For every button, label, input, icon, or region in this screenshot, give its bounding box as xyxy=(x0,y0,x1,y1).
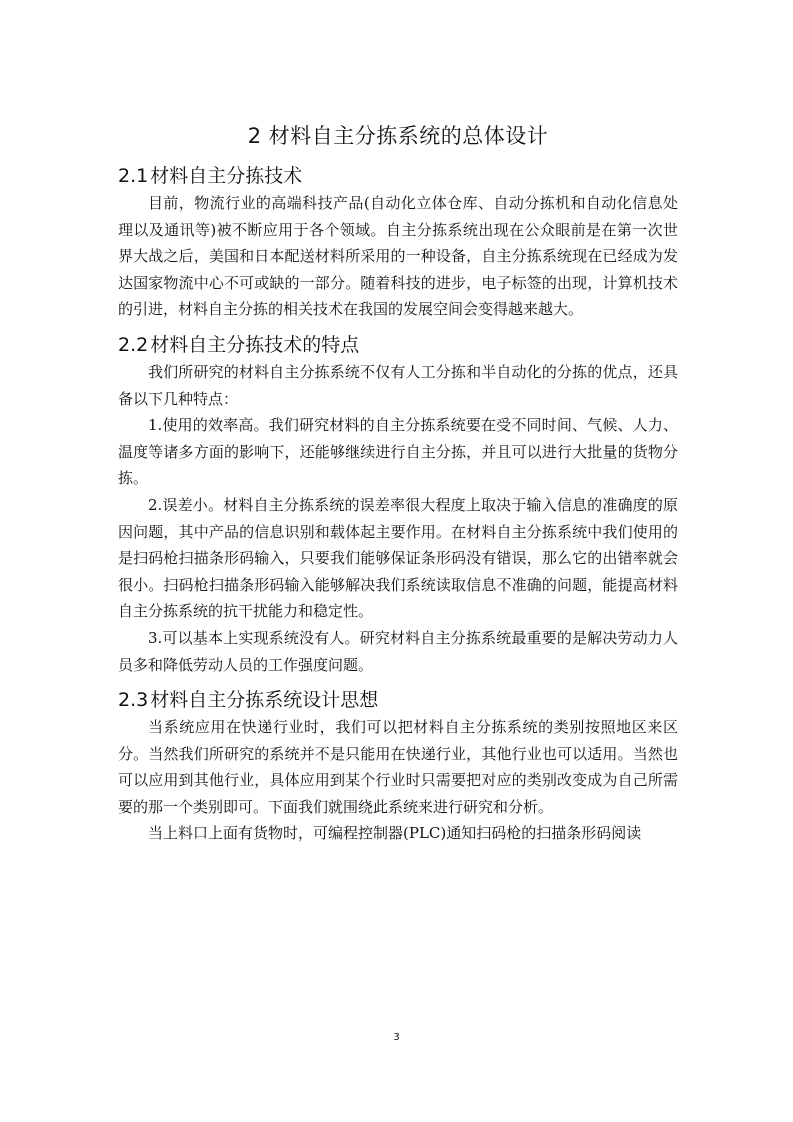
paragraph: 当上料口上面有货物时，可编程控制器(PLC)通知扫码枪的扫描条形码阅读 xyxy=(148,824,642,843)
page-content xyxy=(118,120,678,847)
paragraph: 我们所研究的材料自主分拣系统不仅有人工分拣和半自动化的分拣的优点，还具备以下几种特点： xyxy=(118,362,678,408)
page-number: 3 xyxy=(393,1032,400,1043)
section-number: 2.3 xyxy=(118,689,149,712)
section-number: 2.1 xyxy=(118,165,149,187)
list-item-paragraph: 1.使用的效率高。我们研究材料的自主分拣系统要在受不同时间、气候、人力、温度等诸多方面的影响下，还能够继续进行自主分拣，并且可以进行大批量的货物分拣。 xyxy=(118,416,678,488)
section-2-1 xyxy=(118,154,678,323)
list-item-paragraph: 2.误差小。材料自主分拣系统的误差率很大程度上取决于输入信息的准确度的原因问题，其中产品的信息识别和载体起主要作用。在材料自主分拣系统中我们使用的是扫码枪扫描条形码输入，只要我们能够保证条形码没有错误，那么它的出错率就会很小。扫码枪扫描条形码输入能够解决我们系统读取信息不准确的问题，能提高材料自主分拣系统的抗干扰能力和稳定性。 xyxy=(118,495,678,621)
paragraph: 目前，物流行业的高端科技产品(自动化立体仓库、自动分拣机和自动化信息处理以及通讯等)被不断应用于各个领域。自主分拣系统出现在公众眼前是在第一次世界大战之后，美国和日本配送材料所采用的一种设备，自主分拣系统现在已经成为发达国家物流中心不可或缺的一部分。随着科技的进步，电子标签的出现，计算机技术的引进，材料自主分拣的相关技术在我国的发展空间会变得越来越大。 xyxy=(118,194,678,319)
paragraph: 当系统应用在快递行业时，我们可以把材料自主分拣系统的类别按照地区来区分。当然我们所研究的系统并不是只能用在快递行业，其他行业也可以适用。当然也可以应用到其他行业，具体应用到某个行业时只需要把对应的类别改变成为自己所需要的那一个类别即可。下面我们就围绕此系统来进行研究和分析。 xyxy=(118,718,678,816)
chapter-title: 2 材料自主分拣系统的总体设计 xyxy=(247,124,549,148)
section-heading xyxy=(118,678,678,714)
section-heading xyxy=(118,154,678,190)
list-item-paragraph: 3.可以基本上实现系统没有人。研究材料自主分拣系统最重要的是解决劳动力人员多和降低劳动人员的工作强度问题。 xyxy=(118,628,678,674)
section-title: 材料自主分拣技术 xyxy=(150,165,303,187)
section-heading xyxy=(118,323,678,359)
section-title: 材料自主分拣技术的特点 xyxy=(150,333,360,356)
section-2-3 xyxy=(118,678,678,847)
section-2-2 xyxy=(118,323,678,678)
section-number: 2.2 xyxy=(118,333,149,356)
section-title: 材料自主分拣系统设计思想 xyxy=(150,689,379,712)
